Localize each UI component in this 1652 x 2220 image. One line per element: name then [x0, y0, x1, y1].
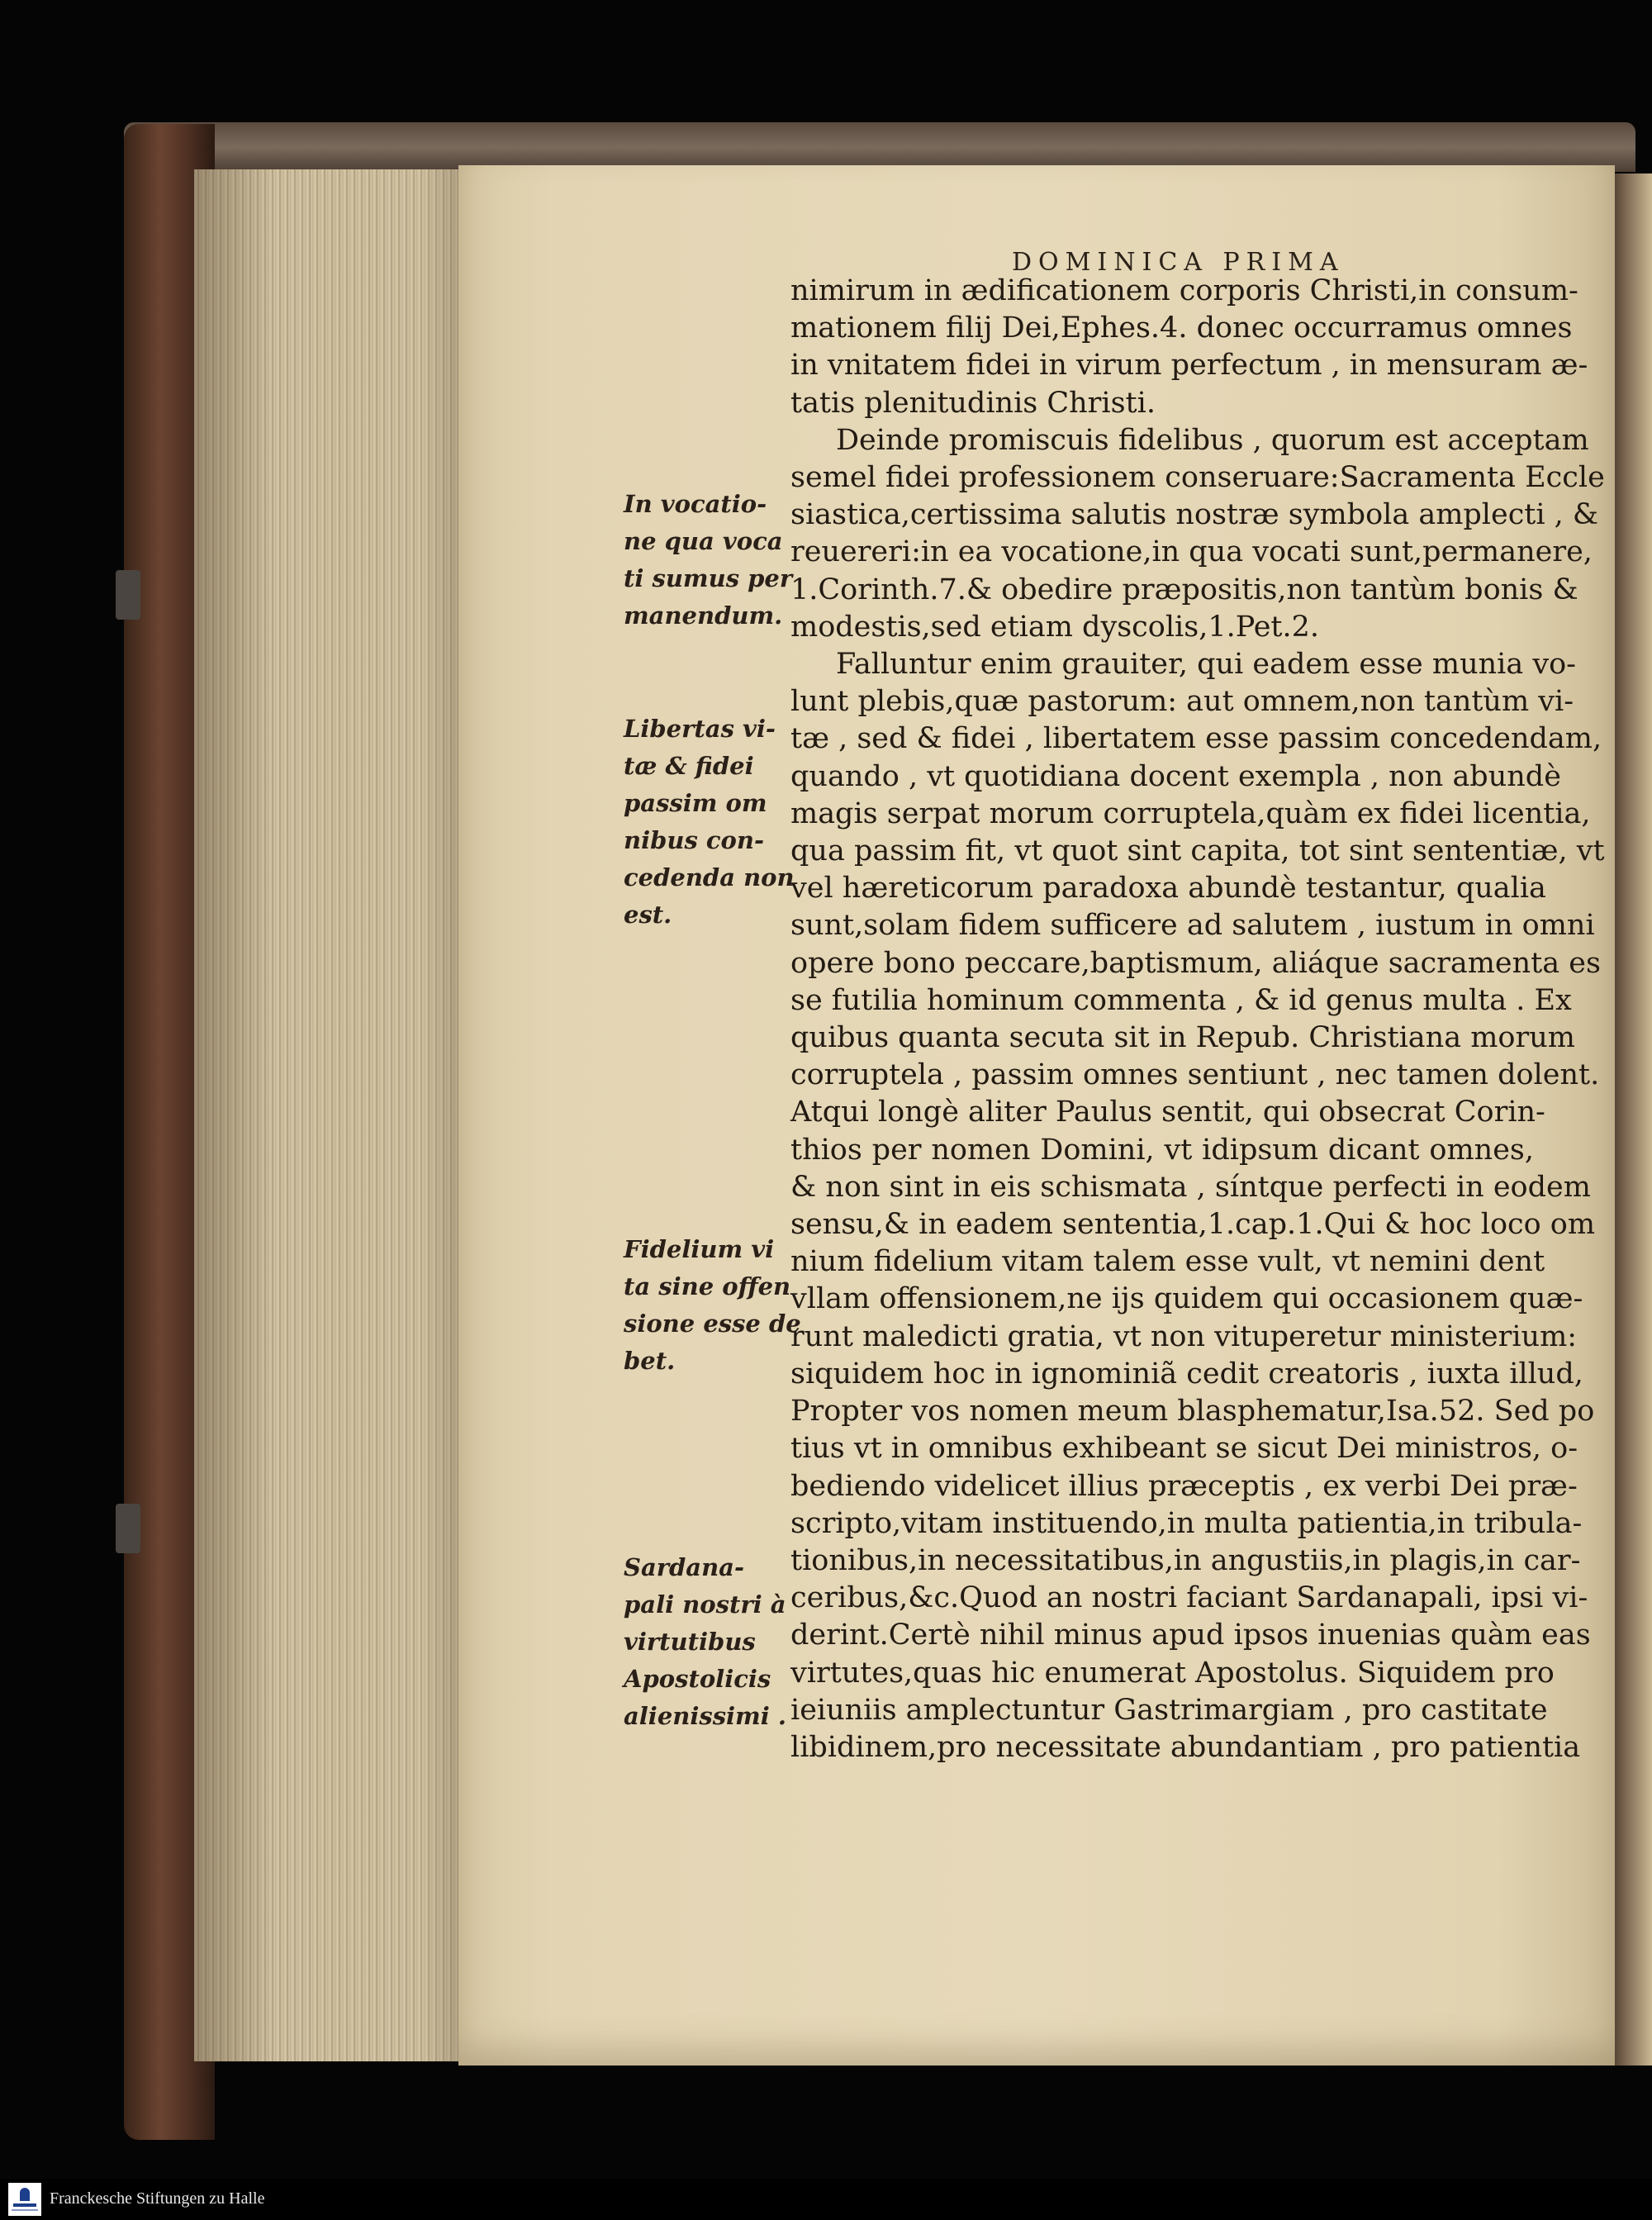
- margin-note-line: manendum.: [624, 601, 783, 630]
- margin-note-line: ne qua voca: [624, 527, 783, 555]
- margin-note-fidelium: [624, 1231, 801, 1380]
- margin-note-line: Libertas vi-: [624, 715, 776, 743]
- text-line: opere bono peccare,baptismum, aliáque sacramenta es: [790, 946, 1601, 980]
- text-line: Deinde promiscuis fidelibus , quorum est acceptam: [836, 423, 1589, 457]
- text-line: Propter vos nomen meum blasphematur,Isa.52. Sed po: [790, 1395, 1595, 1429]
- text-line: runt maledicti gratia, vt non vituperetur ministerium:: [790, 1319, 1578, 1353]
- text-line: Falluntur enim grauiter, qui eadem esse munia vo-: [836, 648, 1577, 682]
- margin-note-line: cedenda non: [624, 863, 795, 891]
- margin-note-line: sione esse de: [624, 1310, 801, 1338]
- margin-note-line: alienissimi .: [624, 1702, 786, 1730]
- text-line: & non sint in eis schismata , síntque perfecti in eodem: [790, 1170, 1591, 1204]
- viewer-footer: [0, 2179, 1652, 2220]
- margin-note-line: Sardana-: [624, 1553, 744, 1581]
- page-edges: [194, 169, 463, 2061]
- text-line: 1.Corinth.7.& obedire præpositis,non tantùm bonis &: [790, 573, 1578, 606]
- clasp-icon: [116, 570, 140, 620]
- text-line: corruptela , passim omnes sentiunt , nec tamen dolent.: [790, 1058, 1600, 1092]
- body-text: [790, 273, 1605, 1766]
- margin-note-vocation: [624, 486, 793, 635]
- margin-note-libertas: [624, 711, 795, 934]
- text-line: quando , vt quotidiana docent exempla , non abundè: [790, 759, 1561, 793]
- text-line: sensu,& in eadem sententia,1.cap.1.Qui & hoc loco om: [790, 1208, 1596, 1242]
- margin-note-line: virtutibus: [624, 1628, 756, 1656]
- text-line: se futilia hominum commenta , & id genus multa . Ex: [790, 983, 1572, 1017]
- text-line: thios per nomen Domini, vt idipsum dicant omnes,: [790, 1133, 1534, 1167]
- text-line: nimirum in ædificationem corporis Christi,in consum-: [790, 274, 1578, 307]
- text-line: scripto,vitam instituendo,in multa patientia,in tribula-: [790, 1506, 1583, 1540]
- text-line: tius vt in omnibus exhibeant se sicut Dei ministros, o-: [790, 1432, 1578, 1466]
- text-line: magis serpat morum corruptela,quàm ex fidei licentia,: [790, 796, 1591, 830]
- margin-note-line: pali nostri à: [624, 1590, 786, 1619]
- text-line: sunt,solam fidem sufficere ad salutem , iustum in omni: [790, 909, 1595, 943]
- text-line: derint.Certè nihil minus apud ipsos inuenias quàm eas: [790, 1619, 1591, 1652]
- text-line: Atqui longè aliter Paulus sentit, qui obsecrat Corin-: [790, 1096, 1545, 1129]
- text-line: siastica,certissima salutis nostræ symbola amplecti , &: [790, 498, 1599, 532]
- margin-note-line: est.: [624, 901, 672, 929]
- running-head: DOMINICA PRIMA: [1012, 248, 1345, 277]
- margin-note-line: nibus con-: [624, 826, 765, 854]
- text-line: lunt plebis,quæ pastorum: aut omnem,non tantùm vi-: [790, 685, 1574, 719]
- text-line: libidinem,pro necessitate abundantiam , pro patientia: [790, 1730, 1581, 1764]
- margin-note-line: passim om: [624, 789, 767, 817]
- text-line: ceribus,&c.Quod an nostri faciant Sardanapali, ipsi vi-: [790, 1581, 1588, 1615]
- margin-note-line: Fidelium vi: [624, 1235, 775, 1263]
- margin-note-line: bet.: [624, 1347, 676, 1375]
- text-line: siquidem hoc in ignominiã cedit creatoris , iuxta illud,: [790, 1357, 1583, 1390]
- margin-note-line: Apostolicis: [624, 1665, 771, 1693]
- text-line: mationem filij Dei,Ephes.4. donec occurramus omnes: [790, 311, 1573, 345]
- text-line: ieiuniis amplectuntur Gastrimargiam , pro castitate: [790, 1693, 1548, 1727]
- francke-foundations-logo-icon: [8, 2183, 41, 2216]
- margin-note-line: ta sine offen: [624, 1272, 791, 1300]
- text-line: virtutes,quas hic enumerat Apostolus. Siquidem pro: [790, 1656, 1555, 1690]
- margin-note-line: In vocatio-: [624, 490, 767, 518]
- book-cover-top-edge: [124, 122, 1635, 172]
- margin-note-line: ti sumus per: [624, 564, 793, 592]
- text-line: tæ , sed & fidei , libertatem esse passim concedendam,: [790, 722, 1602, 756]
- text-line: semel fidei professionem conseruare:Sacramenta Eccle: [790, 461, 1605, 495]
- text-line: nium fidelium vitam talem esse vult, vt nemini dent: [790, 1245, 1545, 1279]
- institution-label: Franckesche Stiftungen zu Halle: [50, 2189, 265, 2208]
- text-line: reuereri:in ea vocatione,in qua vocati sunt,permanere,: [790, 535, 1593, 569]
- text-line: bediendo videlicet illius præceptis , ex verbi Dei præ-: [790, 1469, 1578, 1503]
- margin-note-sardanapali: [624, 1549, 786, 1735]
- margin-note-line: tæ & fidei: [624, 752, 754, 780]
- text-line: vllam offensionem,ne ijs quidem qui occasionem quæ-: [790, 1282, 1583, 1316]
- text-line: quibus quanta secuta sit in Repub. Christiana morum: [790, 1021, 1575, 1055]
- text-line: qua passim fit, vt quot sint capita, tot sint sententiæ, vt: [790, 834, 1605, 868]
- text-line: tatis plenitudinis Christi.: [790, 386, 1156, 420]
- clasp-icon: [116, 1504, 140, 1553]
- text-line: in vnitatem fidei in virum perfectum , in mensuram æ-: [790, 349, 1588, 383]
- text-line: modestis,sed etiam dyscolis,1.Pet.2.: [790, 610, 1319, 644]
- text-line: tionibus,in necessitatibus,in angustiis,in plagis,in car-: [790, 1543, 1581, 1577]
- text-line: vel hæreticorum paradoxa abundè testantur, qualia: [790, 872, 1546, 906]
